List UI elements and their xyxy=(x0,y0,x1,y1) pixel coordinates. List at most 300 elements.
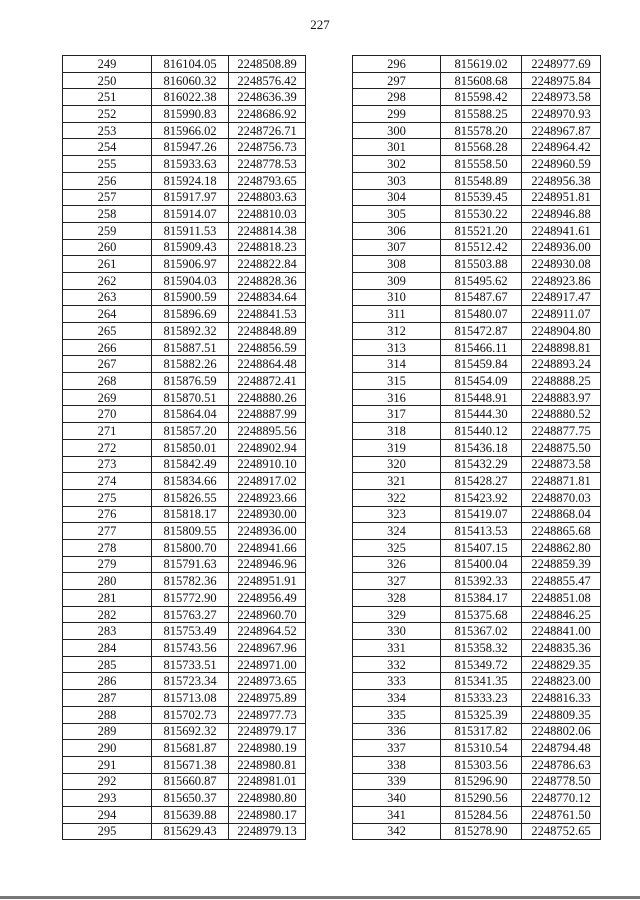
point-number-cell: 325 xyxy=(353,539,441,556)
x-coordinate-cell: 815818.17 xyxy=(152,506,229,523)
point-number-cell: 269 xyxy=(63,389,152,406)
x-coordinate-cell: 815284.56 xyxy=(441,806,522,823)
point-number-cell: 268 xyxy=(63,373,152,390)
table-row xyxy=(353,172,601,189)
table-row xyxy=(353,89,601,106)
y-coordinate-cell: 2248980.80 xyxy=(229,790,306,807)
table-row xyxy=(63,623,306,640)
table-row xyxy=(353,606,601,623)
x-coordinate-cell: 815444.30 xyxy=(441,406,522,423)
x-coordinate-cell: 815692.32 xyxy=(152,723,229,740)
x-coordinate-cell: 815639.88 xyxy=(152,806,229,823)
point-number-cell: 258 xyxy=(63,206,152,223)
y-coordinate-cell: 2248793.65 xyxy=(229,172,306,189)
x-coordinate-cell: 815568.28 xyxy=(441,139,522,156)
point-number-cell: 253 xyxy=(63,122,152,139)
x-coordinate-cell: 815487.67 xyxy=(441,289,522,306)
point-number-cell: 275 xyxy=(63,489,152,506)
x-coordinate-cell: 815296.90 xyxy=(441,773,522,790)
point-number-cell: 324 xyxy=(353,523,441,540)
y-coordinate-cell: 2248868.04 xyxy=(522,506,601,523)
y-coordinate-cell: 2248973.65 xyxy=(229,673,306,690)
x-coordinate-cell: 815791.63 xyxy=(152,556,229,573)
x-coordinate-cell: 815763.27 xyxy=(152,606,229,623)
point-number-cell: 290 xyxy=(63,740,152,757)
y-coordinate-cell: 2248848.89 xyxy=(229,323,306,340)
table-row xyxy=(63,640,306,657)
table-row xyxy=(353,156,601,173)
table-row xyxy=(353,406,601,423)
y-coordinate-cell: 2248960.70 xyxy=(229,606,306,623)
y-coordinate-cell: 2248887.99 xyxy=(229,406,306,423)
x-coordinate-cell: 815904.03 xyxy=(152,272,229,289)
point-number-cell: 312 xyxy=(353,323,441,340)
point-number-cell: 264 xyxy=(63,306,152,323)
table-row xyxy=(63,389,306,406)
table-row xyxy=(63,356,306,373)
y-coordinate-cell: 2248636.39 xyxy=(229,89,306,106)
point-number-cell: 311 xyxy=(353,306,441,323)
y-coordinate-cell: 2248880.52 xyxy=(522,406,601,423)
point-number-cell: 316 xyxy=(353,389,441,406)
point-number-cell: 309 xyxy=(353,272,441,289)
point-number-cell: 310 xyxy=(353,289,441,306)
table-row xyxy=(353,806,601,823)
y-coordinate-cell: 2248941.66 xyxy=(229,539,306,556)
table-row xyxy=(353,306,601,323)
table-row xyxy=(353,473,601,490)
table-row xyxy=(63,139,306,156)
table-row xyxy=(63,723,306,740)
y-coordinate-cell: 2248917.47 xyxy=(522,289,601,306)
table-row xyxy=(63,706,306,723)
point-number-cell: 322 xyxy=(353,489,441,506)
table-row xyxy=(63,806,306,823)
point-number-cell: 254 xyxy=(63,139,152,156)
y-coordinate-cell: 2248870.03 xyxy=(522,489,601,506)
x-coordinate-cell: 815375.68 xyxy=(441,606,522,623)
point-number-cell: 338 xyxy=(353,756,441,773)
point-number-cell: 313 xyxy=(353,339,441,356)
point-number-cell: 286 xyxy=(63,673,152,690)
y-coordinate-cell: 2248822.84 xyxy=(229,256,306,273)
x-coordinate-cell: 815713.08 xyxy=(152,690,229,707)
y-coordinate-cell: 2248923.86 xyxy=(522,272,601,289)
y-coordinate-cell: 2248980.81 xyxy=(229,756,306,773)
point-number-cell: 267 xyxy=(63,356,152,373)
coordinate-table-right xyxy=(352,55,601,840)
y-coordinate-cell: 2248956.38 xyxy=(522,172,601,189)
point-number-cell: 331 xyxy=(353,640,441,657)
point-number-cell: 299 xyxy=(353,106,441,123)
point-number-cell: 293 xyxy=(63,790,152,807)
x-coordinate-cell: 815870.51 xyxy=(152,389,229,406)
x-coordinate-cell: 815521.20 xyxy=(441,222,522,239)
y-coordinate-cell: 2248816.33 xyxy=(522,690,601,707)
table-row xyxy=(63,756,306,773)
point-number-cell: 272 xyxy=(63,439,152,456)
x-coordinate-cell: 815367.02 xyxy=(441,623,522,640)
table-row xyxy=(353,456,601,473)
table-row xyxy=(63,740,306,757)
table-row xyxy=(353,690,601,707)
x-coordinate-cell: 815882.26 xyxy=(152,356,229,373)
x-coordinate-cell: 815947.26 xyxy=(152,139,229,156)
point-number-cell: 280 xyxy=(63,573,152,590)
x-coordinate-cell: 815459.84 xyxy=(441,356,522,373)
x-coordinate-cell: 815440.12 xyxy=(441,423,522,440)
point-number-cell: 323 xyxy=(353,506,441,523)
y-coordinate-cell: 2248980.17 xyxy=(229,806,306,823)
y-coordinate-cell: 2248977.73 xyxy=(229,706,306,723)
x-coordinate-cell: 815723.34 xyxy=(152,673,229,690)
x-coordinate-cell: 815349.72 xyxy=(441,656,522,673)
x-coordinate-cell: 815495.62 xyxy=(441,272,522,289)
point-number-cell: 305 xyxy=(353,206,441,223)
point-number-cell: 302 xyxy=(353,156,441,173)
point-number-cell: 330 xyxy=(353,623,441,640)
x-coordinate-cell: 815850.01 xyxy=(152,439,229,456)
x-coordinate-cell: 815914.07 xyxy=(152,206,229,223)
point-number-cell: 326 xyxy=(353,556,441,573)
table-row xyxy=(63,573,306,590)
y-coordinate-cell: 2248875.50 xyxy=(522,439,601,456)
x-coordinate-cell: 815842.49 xyxy=(152,456,229,473)
x-coordinate-cell: 815290.56 xyxy=(441,790,522,807)
y-coordinate-cell: 2248823.00 xyxy=(522,673,601,690)
y-coordinate-cell: 2248917.02 xyxy=(229,473,306,490)
y-coordinate-cell: 2248946.96 xyxy=(229,556,306,573)
x-coordinate-cell: 815333.23 xyxy=(441,690,522,707)
y-coordinate-cell: 2248902.94 xyxy=(229,439,306,456)
table-row xyxy=(63,272,306,289)
x-coordinate-cell: 815341.35 xyxy=(441,673,522,690)
point-number-cell: 328 xyxy=(353,590,441,607)
table-row xyxy=(353,623,601,640)
y-coordinate-cell: 2248936.00 xyxy=(522,239,601,256)
table-row xyxy=(63,606,306,623)
y-coordinate-cell: 2248930.00 xyxy=(229,506,306,523)
table-row xyxy=(353,489,601,506)
x-coordinate-cell: 815917.97 xyxy=(152,189,229,206)
point-number-cell: 342 xyxy=(353,823,441,840)
point-number-cell: 301 xyxy=(353,139,441,156)
point-number-cell: 263 xyxy=(63,289,152,306)
y-coordinate-cell: 2248964.42 xyxy=(522,139,601,156)
x-coordinate-cell: 815650.37 xyxy=(152,790,229,807)
point-number-cell: 339 xyxy=(353,773,441,790)
y-coordinate-cell: 2248794.48 xyxy=(522,740,601,757)
y-coordinate-cell: 2248967.87 xyxy=(522,122,601,139)
y-coordinate-cell: 2248829.35 xyxy=(522,656,601,673)
table-row xyxy=(63,456,306,473)
point-number-cell: 294 xyxy=(63,806,152,823)
table-row xyxy=(353,740,601,757)
point-number-cell: 259 xyxy=(63,222,152,239)
y-coordinate-cell: 2248970.93 xyxy=(522,106,601,123)
table-row xyxy=(353,539,601,556)
x-coordinate-cell: 815753.49 xyxy=(152,623,229,640)
point-number-cell: 306 xyxy=(353,222,441,239)
x-coordinate-cell: 815317.82 xyxy=(441,723,522,740)
table-row xyxy=(63,189,306,206)
point-number-cell: 333 xyxy=(353,673,441,690)
table-row xyxy=(353,139,601,156)
x-coordinate-cell: 815530.22 xyxy=(441,206,522,223)
table-row xyxy=(63,239,306,256)
point-number-cell: 329 xyxy=(353,606,441,623)
y-coordinate-cell: 2248851.08 xyxy=(522,590,601,607)
point-number-cell: 262 xyxy=(63,272,152,289)
x-coordinate-cell: 815384.17 xyxy=(441,590,522,607)
table-row xyxy=(353,256,601,273)
point-number-cell: 337 xyxy=(353,740,441,757)
y-coordinate-cell: 2248880.26 xyxy=(229,389,306,406)
x-coordinate-cell: 815924.18 xyxy=(152,172,229,189)
table-row xyxy=(353,823,601,840)
y-coordinate-cell: 2248686.92 xyxy=(229,106,306,123)
point-number-cell: 307 xyxy=(353,239,441,256)
point-number-cell: 249 xyxy=(63,56,152,73)
y-coordinate-cell: 2248975.84 xyxy=(522,72,601,89)
x-coordinate-cell: 815419.07 xyxy=(441,506,522,523)
x-coordinate-cell: 815966.02 xyxy=(152,122,229,139)
y-coordinate-cell: 2248956.49 xyxy=(229,590,306,607)
y-coordinate-cell: 2248893.24 xyxy=(522,356,601,373)
table-row xyxy=(63,489,306,506)
point-number-cell: 276 xyxy=(63,506,152,523)
x-coordinate-cell: 815876.59 xyxy=(152,373,229,390)
point-number-cell: 304 xyxy=(353,189,441,206)
y-coordinate-cell: 2248888.25 xyxy=(522,373,601,390)
x-coordinate-cell: 815480.07 xyxy=(441,306,522,323)
y-coordinate-cell: 2248856.59 xyxy=(229,339,306,356)
point-number-cell: 250 xyxy=(63,72,152,89)
table-row xyxy=(63,323,306,340)
x-coordinate-cell: 815887.51 xyxy=(152,339,229,356)
table-row xyxy=(353,373,601,390)
y-coordinate-cell: 2248980.19 xyxy=(229,740,306,757)
table-row xyxy=(63,89,306,106)
x-coordinate-cell: 816022.38 xyxy=(152,89,229,106)
x-coordinate-cell: 815428.27 xyxy=(441,473,522,490)
table-row xyxy=(353,523,601,540)
x-coordinate-cell: 815310.54 xyxy=(441,740,522,757)
y-coordinate-cell: 2248865.68 xyxy=(522,523,601,540)
table-row xyxy=(63,122,306,139)
y-coordinate-cell: 2248971.00 xyxy=(229,656,306,673)
y-coordinate-cell: 2248930.08 xyxy=(522,256,601,273)
point-number-cell: 271 xyxy=(63,423,152,440)
x-coordinate-cell: 815448.91 xyxy=(441,389,522,406)
point-number-cell: 296 xyxy=(353,56,441,73)
point-number-cell: 274 xyxy=(63,473,152,490)
y-coordinate-cell: 2248923.66 xyxy=(229,489,306,506)
table-row xyxy=(63,172,306,189)
point-number-cell: 287 xyxy=(63,690,152,707)
y-coordinate-cell: 2248895.56 xyxy=(229,423,306,440)
point-number-cell: 266 xyxy=(63,339,152,356)
point-number-cell: 314 xyxy=(353,356,441,373)
point-number-cell: 282 xyxy=(63,606,152,623)
y-coordinate-cell: 2248835.36 xyxy=(522,640,601,657)
y-coordinate-cell: 2248786.63 xyxy=(522,756,601,773)
x-coordinate-cell: 815539.45 xyxy=(441,189,522,206)
x-coordinate-cell: 815834.66 xyxy=(152,473,229,490)
table-row xyxy=(353,573,601,590)
table-row xyxy=(353,640,601,657)
x-coordinate-cell: 815278.90 xyxy=(441,823,522,840)
point-number-cell: 256 xyxy=(63,172,152,189)
point-number-cell: 292 xyxy=(63,773,152,790)
point-number-cell: 341 xyxy=(353,806,441,823)
x-coordinate-cell: 815472.87 xyxy=(441,323,522,340)
point-number-cell: 284 xyxy=(63,640,152,657)
point-number-cell: 289 xyxy=(63,723,152,740)
y-coordinate-cell: 2248846.25 xyxy=(522,606,601,623)
x-coordinate-cell: 815413.53 xyxy=(441,523,522,540)
y-coordinate-cell: 2248873.58 xyxy=(522,456,601,473)
point-number-cell: 327 xyxy=(353,573,441,590)
x-coordinate-cell: 815436.18 xyxy=(441,439,522,456)
x-coordinate-cell: 815864.04 xyxy=(152,406,229,423)
point-number-cell: 285 xyxy=(63,656,152,673)
point-number-cell: 255 xyxy=(63,156,152,173)
y-coordinate-cell: 2248973.58 xyxy=(522,89,601,106)
y-coordinate-cell: 2248841.53 xyxy=(229,306,306,323)
table-row xyxy=(353,72,601,89)
point-number-cell: 257 xyxy=(63,189,152,206)
table-row xyxy=(63,423,306,440)
table-row xyxy=(353,122,601,139)
y-coordinate-cell: 2248964.52 xyxy=(229,623,306,640)
y-coordinate-cell: 2248828.36 xyxy=(229,272,306,289)
table-row xyxy=(63,439,306,456)
point-number-cell: 260 xyxy=(63,239,152,256)
y-coordinate-cell: 2248975.89 xyxy=(229,690,306,707)
x-coordinate-cell: 816060.32 xyxy=(152,72,229,89)
table-row xyxy=(63,306,306,323)
point-number-cell: 300 xyxy=(353,122,441,139)
table-row xyxy=(353,756,601,773)
x-coordinate-cell: 815619.02 xyxy=(441,56,522,73)
point-number-cell: 335 xyxy=(353,706,441,723)
x-coordinate-cell: 815303.56 xyxy=(441,756,522,773)
table-row xyxy=(353,656,601,673)
table-row xyxy=(353,423,601,440)
table-row xyxy=(353,556,601,573)
x-coordinate-cell: 815671.38 xyxy=(152,756,229,773)
point-number-cell: 297 xyxy=(353,72,441,89)
point-number-cell: 336 xyxy=(353,723,441,740)
point-number-cell: 340 xyxy=(353,790,441,807)
table-row xyxy=(353,356,601,373)
y-coordinate-cell: 2248726.71 xyxy=(229,122,306,139)
table-row xyxy=(353,106,601,123)
table-row xyxy=(63,773,306,790)
table-row xyxy=(353,439,601,456)
point-number-cell: 332 xyxy=(353,656,441,673)
x-coordinate-cell: 815800.70 xyxy=(152,539,229,556)
x-coordinate-cell: 815588.25 xyxy=(441,106,522,123)
y-coordinate-cell: 2248809.35 xyxy=(522,706,601,723)
point-number-cell: 321 xyxy=(353,473,441,490)
table-row xyxy=(63,523,306,540)
y-coordinate-cell: 2248802.06 xyxy=(522,723,601,740)
point-number-cell: 252 xyxy=(63,106,152,123)
point-number-cell: 291 xyxy=(63,756,152,773)
table-row xyxy=(353,56,601,73)
y-coordinate-cell: 2248871.81 xyxy=(522,473,601,490)
y-coordinate-cell: 2248862.80 xyxy=(522,539,601,556)
x-coordinate-cell: 815660.87 xyxy=(152,773,229,790)
table-row xyxy=(353,339,601,356)
point-number-cell: 278 xyxy=(63,539,152,556)
x-coordinate-cell: 815782.36 xyxy=(152,573,229,590)
x-coordinate-cell: 815906.97 xyxy=(152,256,229,273)
point-number-cell: 265 xyxy=(63,323,152,340)
point-number-cell: 261 xyxy=(63,256,152,273)
y-coordinate-cell: 2248883.97 xyxy=(522,389,601,406)
table-row xyxy=(353,189,601,206)
y-coordinate-cell: 2248803.63 xyxy=(229,189,306,206)
y-coordinate-cell: 2248576.42 xyxy=(229,72,306,89)
y-coordinate-cell: 2248910.10 xyxy=(229,456,306,473)
point-number-cell: 273 xyxy=(63,456,152,473)
x-coordinate-cell: 815772.90 xyxy=(152,590,229,607)
page-bottom-edge xyxy=(0,896,640,899)
y-coordinate-cell: 2248936.00 xyxy=(229,523,306,540)
point-number-cell: 277 xyxy=(63,523,152,540)
y-coordinate-cell: 2248761.50 xyxy=(522,806,601,823)
y-coordinate-cell: 2248951.81 xyxy=(522,189,601,206)
table-row xyxy=(63,373,306,390)
table-row xyxy=(353,289,601,306)
table-row xyxy=(353,389,601,406)
page-number: 227 xyxy=(310,17,330,32)
point-number-cell: 318 xyxy=(353,423,441,440)
y-coordinate-cell: 2248508.89 xyxy=(229,56,306,73)
table-row xyxy=(63,473,306,490)
x-coordinate-cell: 815826.55 xyxy=(152,489,229,506)
x-coordinate-cell: 815892.32 xyxy=(152,323,229,340)
x-coordinate-cell: 815503.88 xyxy=(441,256,522,273)
y-coordinate-cell: 2248810.03 xyxy=(229,206,306,223)
table-row xyxy=(63,156,306,173)
y-coordinate-cell: 2248904.80 xyxy=(522,323,601,340)
table-row xyxy=(353,323,601,340)
y-coordinate-cell: 2248859.39 xyxy=(522,556,601,573)
table-row xyxy=(353,723,601,740)
table-row xyxy=(63,256,306,273)
point-number-cell: 334 xyxy=(353,690,441,707)
x-coordinate-cell: 816104.05 xyxy=(152,56,229,73)
table-row xyxy=(353,773,601,790)
y-coordinate-cell: 2248818.23 xyxy=(229,239,306,256)
table-row xyxy=(63,556,306,573)
table-row xyxy=(63,690,306,707)
y-coordinate-cell: 2248877.75 xyxy=(522,423,601,440)
table-row xyxy=(63,506,306,523)
point-number-cell: 251 xyxy=(63,89,152,106)
x-coordinate-cell: 815911.53 xyxy=(152,222,229,239)
table-row xyxy=(63,673,306,690)
y-coordinate-cell: 2248778.53 xyxy=(229,156,306,173)
y-coordinate-cell: 2248911.07 xyxy=(522,306,601,323)
table-row xyxy=(63,222,306,239)
x-coordinate-cell: 815809.55 xyxy=(152,523,229,540)
x-coordinate-cell: 815900.59 xyxy=(152,289,229,306)
